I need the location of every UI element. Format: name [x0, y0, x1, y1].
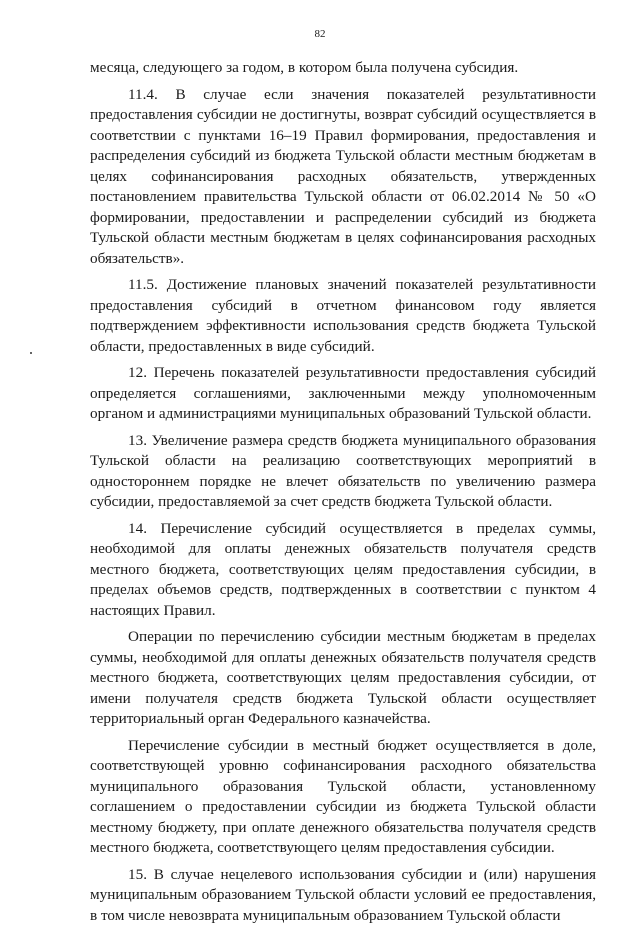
paragraph-11-4: 11.4. В случае если значения показателей результативности предоставления субсидии не достигнуты, возврат субсидий осуществляется в соответствии с пунктами 16–19 Правил формирования, предоставления и распределения субсидий из бюджета Тульской области местным бюджетам в целях софинансирования расходных обязательств, утвержденных постановлением правительства Тульской области от 06.02.2014 № 50 «О формировании, предоставлении и распределении субсидий из бюджета Тульской области местным бюджетам в целях софинансирования расходных обязательств». [90, 85, 596, 270]
margin-mark [30, 352, 32, 354]
page-number: 82 [0, 27, 640, 41]
paragraph-14-operations: Операции по перечислению субсидии местным бюджетам в пределах суммы, необходимой для оплаты денежных обязательств получателя средств местного бюджета, соответствующих целям предоставления субсидии, от имени получателя средств бюджета Тульской области осуществляет территориальный орган Федерального казначейства. [90, 627, 596, 730]
paragraph-continuation: месяца, следующего за годом, в котором была получена субсидия. [90, 58, 596, 79]
paragraph-15: 15. В случае нецелевого использования субсидии и (или) нарушения муниципальным образованием Тульской области условий ее предоставления, в том числе невозврата муниципальным образованием Тульской области [90, 865, 596, 926]
paragraph-11-5: 11.5. Достижение плановых значений показателей результативности предоставления субсидий в отчетном финансовом году является подтверждением эффективности использования средств бюджета Тульской области, предоставленных в виде субсидий. [90, 275, 596, 357]
paragraph-14-transfer: Перечисление субсидии в местный бюджет осуществляется в доле, соответствующей уровню софинансирования расходного обязательства муниципального образования Тульской области, установленному соглашением о предоставлении субсидии из бюджета Тульской области местному бюджету, при оплате денежного обязательства получателя средств местного бюджета, соответствующего целям предоставления субсидии. [90, 736, 596, 859]
paragraph-12: 12. Перечень показателей результативности предоставления субсидий определяется соглашениями, заключенными между уполномоченным органом и администрациями муниципальных образований Тульской области. [90, 363, 596, 425]
document-body [90, 58, 596, 926]
paragraph-13: 13. Увеличение размера средств бюджета муниципального образования Тульской области на реализацию соответствующих мероприятий в одностороннем порядке не влечет обязательств по увеличению размера субсидии, предоставляемой за счет средств бюджета Тульской области. [90, 431, 596, 513]
paragraph-14: 14. Перечисление субсидий осуществляется в пределах суммы, необходимой для оплаты денежных обязательств получателя средств местного бюджета, соответствующих целям предоставления субсидии, в пределах объемов средств, подтвержденных в соответствии с пунктом 4 настоящих Правил. [90, 519, 596, 622]
